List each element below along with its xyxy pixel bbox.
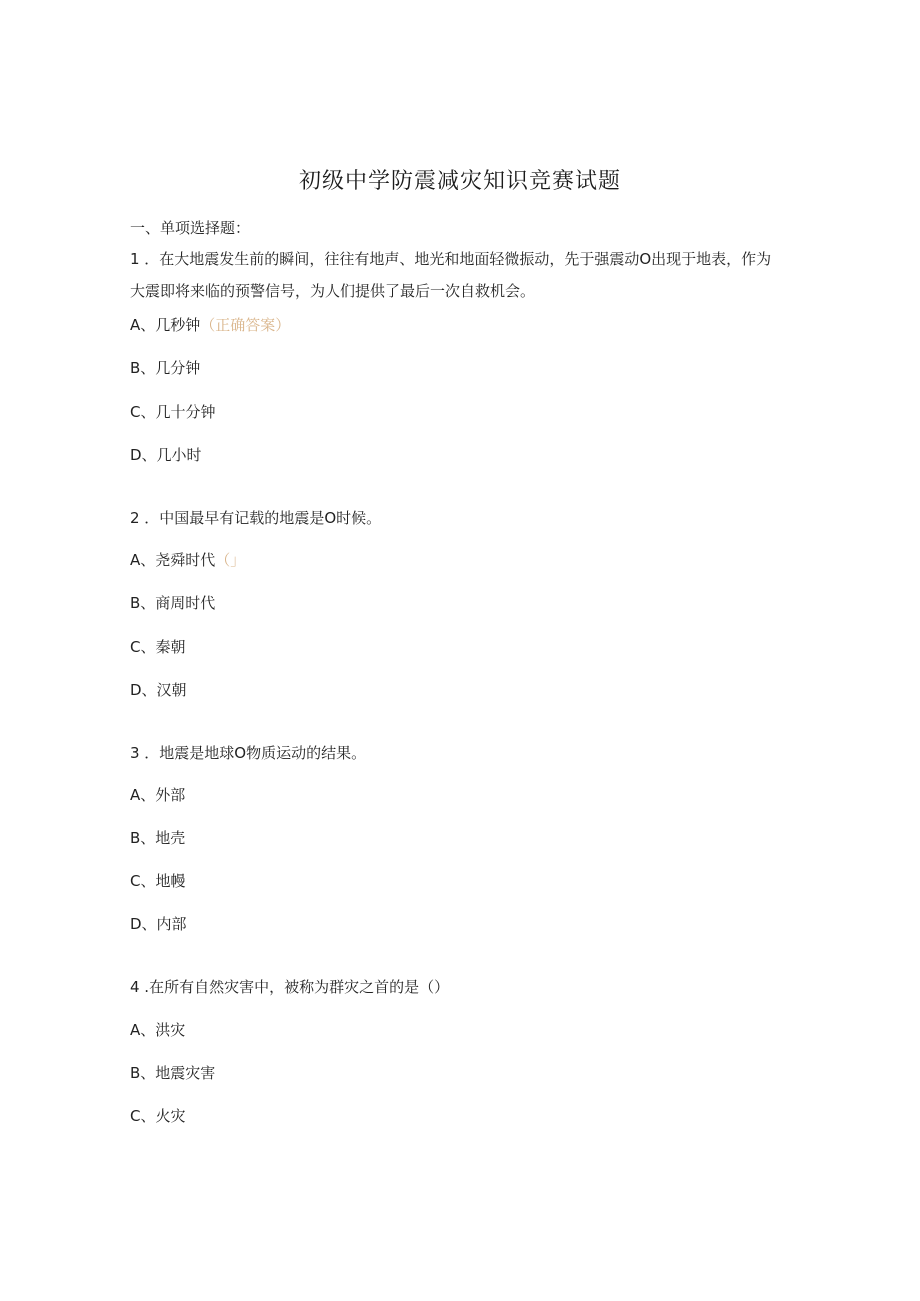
option-label: A、尧舜时代 [130, 551, 216, 569]
option-label: D、几小时 [130, 446, 202, 464]
option-item [130, 315, 290, 335]
option-item [130, 445, 202, 465]
option-label: A、外部 [130, 786, 186, 804]
option-item [130, 1106, 185, 1126]
option-item [130, 828, 185, 848]
option-label: A、几秒钟 [130, 316, 201, 334]
page-title: 初级中学防震减灾知识竞赛试题 [298, 169, 621, 194]
question-text: 4 .在所有自然灾害中，被称为群灾之首的是（） [130, 978, 450, 996]
option-label: C、地幔 [130, 872, 186, 890]
option-label: B、地壳 [130, 829, 186, 847]
answer-note: （正确答案） [200, 316, 291, 334]
option-label: D、汉朝 [130, 681, 187, 699]
section-heading: 一、单项选择题： [130, 219, 251, 237]
question-text: 1 ．在大地震发生前的瞬间，往往有地声、地光和地面轻微振动，先于强震动O出现于地表，作为大震即将来临的预警信号，为人们提供了最后一次自救机会。 [130, 250, 772, 300]
option-label: B、几分钟 [130, 359, 201, 377]
option-label: B、商周时代 [130, 594, 216, 612]
answer-note: （」 [215, 551, 246, 569]
option-item [130, 402, 215, 422]
option-item [130, 550, 245, 570]
option-label: A、洪灾 [130, 1021, 186, 1039]
option-item [130, 1063, 215, 1083]
option-item [130, 680, 187, 700]
option-label: C、火灾 [130, 1107, 186, 1125]
question-text: 3 ．地震是地球O物质运动的结果。 [130, 744, 367, 762]
option-item [130, 871, 185, 891]
option-item [130, 358, 200, 378]
option-label: C、秦朝 [130, 638, 186, 656]
question-text: 2 ．中国最早有记载的地震是O时候。 [130, 509, 382, 527]
option-item [130, 785, 185, 805]
option-item [130, 1020, 185, 1040]
option-label: D、内部 [130, 915, 187, 933]
option-label: C、几十分钟 [130, 403, 216, 421]
option-item [130, 914, 187, 934]
option-item [130, 593, 215, 613]
option-item [130, 637, 185, 657]
option-label: B、地震灾害 [130, 1064, 216, 1082]
